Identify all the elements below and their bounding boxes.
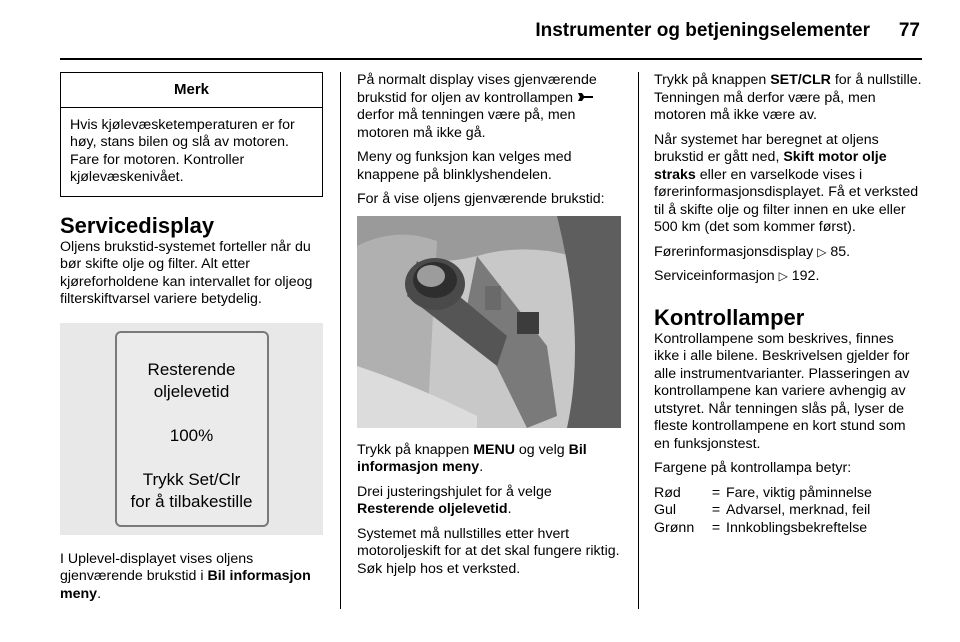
display-line: for å tilbakestille	[130, 491, 253, 511]
oil-life-display-figure	[60, 323, 323, 535]
bold-text: Bil informasjon meny	[357, 441, 587, 475]
column-3	[654, 72, 922, 537]
note-text: Hvis kjølevæsketemperaturen er for høy, stans bilen og slå av motoren. Fare for motoren. Kontroller kjølevæskenivået.	[70, 116, 295, 185]
text: Serviceinformasjon	[654, 268, 779, 284]
table-row	[654, 485, 922, 503]
turn-signal-lever-photo	[357, 216, 621, 428]
display-line: Resterende	[147, 359, 236, 379]
text: 85.	[826, 243, 851, 260]
text: Trykk på knappen	[654, 72, 771, 88]
text: eller en varselkode vises i førerinformasjonsdisplayet. Få et verksted til å skifte olje og filter innen en uke eller 500 km (det som kommer først).	[654, 166, 919, 235]
paragraph: Systemet må nullstilles etter hvert motoroljeskift for at det skal fungere riktig. Søk hjelp hos et verksted.	[357, 525, 620, 577]
text: Førerinformasjonsdisplay	[654, 243, 818, 260]
bold-text: Bil informasjon meny	[60, 568, 311, 602]
text: .	[507, 501, 512, 517]
text: I Uplevel-displayet vises oljens gjenværende brukstid i	[60, 550, 254, 584]
text: .	[97, 585, 102, 602]
table-row	[654, 502, 922, 520]
equals: =	[711, 519, 721, 536]
page-number: 77	[898, 20, 920, 41]
section-heading-servicedisplay: Servicedisplay	[60, 212, 215, 238]
color-meaning: Innkoblingsbekreftelse	[726, 519, 868, 536]
paragraph	[357, 72, 621, 142]
service-wrench-icon	[577, 90, 595, 108]
text: Trykk på knappen	[357, 441, 474, 458]
text: derfor må tenningen være på, men motoren må ikke gå.	[357, 107, 576, 141]
paragraph: Meny og funksjon kan velges med knappene på blinklyshendelen.	[357, 149, 572, 183]
equals: =	[711, 502, 721, 518]
color-name: Grønn	[654, 519, 695, 536]
color-name: Gul	[654, 502, 677, 518]
text: .	[479, 459, 484, 475]
note-title: Merk	[61, 73, 322, 108]
display-percent: 100%	[169, 425, 214, 445]
oil-life-display	[115, 331, 269, 527]
column-divider	[638, 72, 639, 609]
paragraph	[357, 442, 621, 477]
header-rule	[60, 58, 922, 60]
set-clr-key-label: SET/CLR	[770, 72, 831, 88]
paragraph	[654, 72, 922, 125]
color-meaning: Fare, viktig påminnelse	[726, 484, 872, 501]
text: Drei justeringshjulet for å velge	[357, 483, 552, 500]
menu-key-label: MENU	[473, 441, 515, 458]
page-header-title: Instrumenter og betjeningselementer	[535, 20, 870, 41]
text: og velg	[514, 441, 569, 458]
paragraph: Fargene på kontrollampa betyr:	[654, 460, 852, 476]
display-line: Trykk Set/Clr	[142, 469, 241, 489]
color-meaning: Advarsel, merknad, feil	[726, 502, 871, 518]
bold-text: Skift motor olje straks	[654, 149, 887, 183]
paragraph: For å vise oljens gjenværende brukstid:	[357, 191, 605, 207]
page-ref-arrow-icon: ▷	[817, 244, 827, 259]
paragraph	[357, 484, 621, 519]
note-box	[60, 72, 323, 197]
table-row	[654, 520, 922, 538]
color-name: Rød	[654, 484, 681, 501]
text: 192.	[787, 268, 820, 284]
text: Når systemet har beregnet at oljens brukstid er gått ned,	[654, 131, 879, 165]
uplevel-paragraph	[60, 551, 323, 604]
text: På normalt display vises gjenværende brukstid for oljen av kontrollampen	[357, 72, 597, 106]
page-reference[interactable]	[654, 244, 922, 262]
page-ref-arrow-icon: ▷	[778, 269, 788, 283]
column-1	[60, 72, 323, 610]
column-divider	[340, 72, 341, 609]
paragraph	[654, 132, 922, 237]
text: for å nullstille. Tenningen må derfor være på, men motoren må ikke være av.	[654, 72, 922, 123]
servicedisplay-intro: Oljens brukstid-systemet forteller når du bør skifte olje og filter. Alt etter kjøreforholdene kan intervallet for oljeog filterskiftvarsel variere betydelig.	[60, 238, 313, 307]
paragraph: Kontrollampene som beskrives, finnes ikke i alle bilene. Beskrivelsen gjelder for alle instrumentvarianter. Plasseringen av kontrollampene kan variere avhengig av utstyret. Når tenningen slås på, lyser de fleste kontrollampene en kort stund som en funksjonstest.	[654, 330, 910, 452]
bold-text: Resterende oljelevetid	[357, 501, 508, 517]
section-heading-kontrollamper: Kontrollamper	[654, 304, 805, 330]
column-2	[357, 72, 621, 585]
equals: =	[711, 484, 721, 501]
page-reference[interactable]	[654, 268, 922, 286]
lamp-colors-table	[654, 485, 922, 538]
display-line: oljelevetid	[153, 381, 230, 401]
